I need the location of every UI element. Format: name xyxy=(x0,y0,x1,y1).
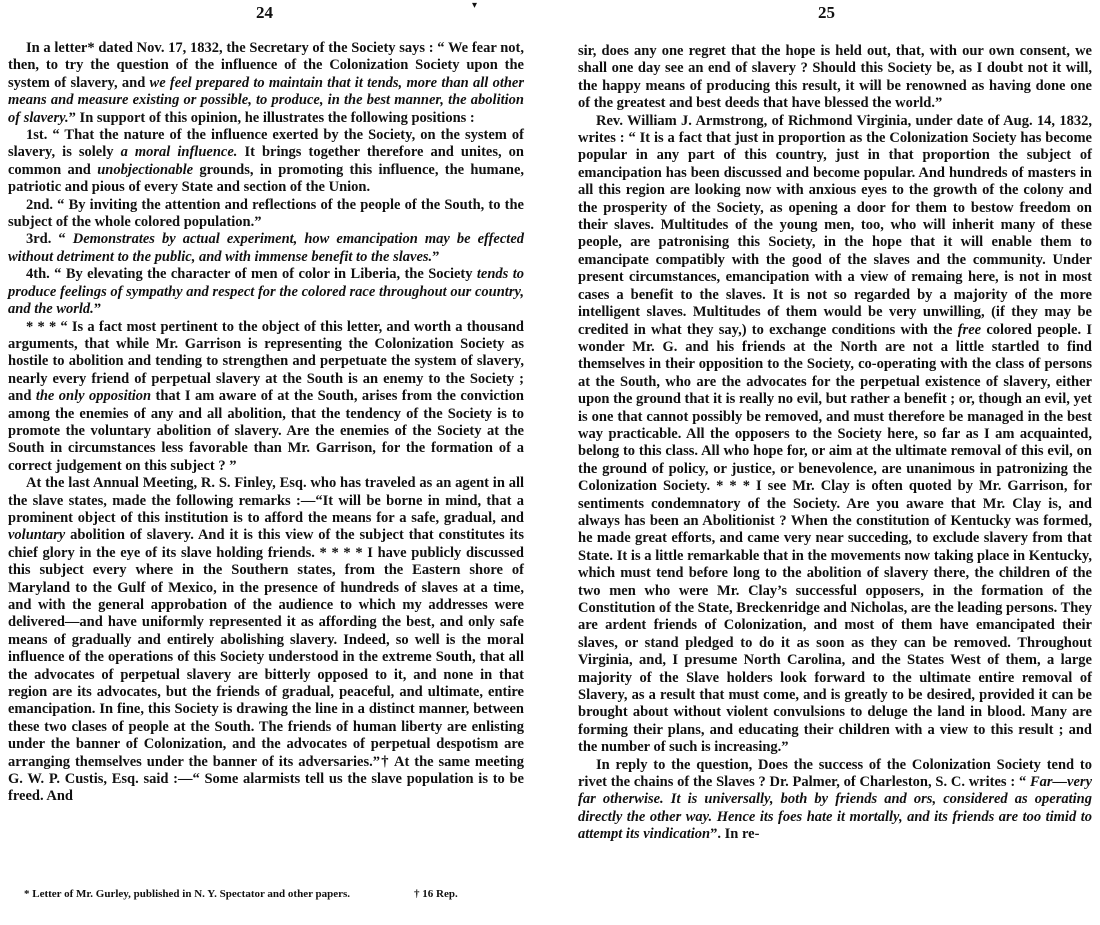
text-run: * * * “ Is a fact most pertinent to the object of this letter, and worth a thousand arguments, that while Mr. Garrison is representing the Colonization Society as hostile to abolition and tending to strengthen and perpetuate the system of slavery, nearly every friend of perpetual slavery at the South is an enemy to the Society ; and xyxy=(8,318,524,405)
footnote-dagger: † 16 Rep. xyxy=(414,888,458,900)
text-run: 4th. “ By elevating the character of men of color in Liberia, the Society xyxy=(26,266,477,283)
paragraph xyxy=(578,757,1092,844)
text-run: grounds, in promoting this influence, the humane, patriotic and pious of every State and section of the Union. xyxy=(8,161,524,196)
left-page-text xyxy=(8,40,524,806)
text-run: ” xyxy=(432,248,440,265)
italic-run: the only opposition xyxy=(35,388,152,405)
footnotes xyxy=(24,888,524,900)
text-run: ”. In re- xyxy=(710,826,760,843)
text-run: In a letter* dated Nov. 17, 1832, the Secretary of the Society says : “ We fear not, then, to try the question of the influence of the Colonization Society upon the system of slavery, and xyxy=(8,40,524,91)
footnote-star: * Letter of Mr. Gurley, published in N. Y. Spectator and other papers. xyxy=(24,888,351,900)
italic-run: voluntary xyxy=(8,527,66,544)
paragraph xyxy=(8,197,524,232)
paragraph xyxy=(8,319,524,476)
page-number-left: 24 xyxy=(256,3,273,22)
text-run: ” In support of this opinion, he illustrates the following positions : xyxy=(68,109,475,126)
page-number-right: 25 xyxy=(818,3,835,22)
paragraph xyxy=(8,40,524,127)
italic-run: tends to produce feelings of sympathy and respect for the colored race throughout our country, and the world. xyxy=(8,266,525,318)
italic-run: a moral influence. xyxy=(120,144,238,161)
right-page-text xyxy=(578,43,1092,844)
italic-run: we feel prepared to maintain that it tends, more than all other means and measure existing or possible, to produce, in the best manner, the abolition of slavery. xyxy=(8,74,524,126)
text-run: sir, does any one regret that the hope is held out, that, with our own consent, we shall one day see an end of slavery ? Should this Society be, as I doubt not it will, the happy means of producing this result, it will be renowned as having done one of the greatest and best deeds that have blessed the world.” xyxy=(578,43,1092,112)
paragraph xyxy=(8,127,524,197)
text-run: In reply to the question, Does the success of the Colonization Society tend to rivet the chains of the Slaves ? Dr. Palmer, of Charleston, S. C. writes : “ xyxy=(578,756,1092,791)
text-run: colored people. I wonder Mr. G. and his friends at the North are not a little startled to find themselves in their opposition to the Society, co-operating with the class of persons at the South, who are the advocates for the perpetual existence of slavery, either upon the ground that it is really no evil, but rather a benefit ; or, though an evil, yet is one that cannot possibly be removed, and must therefore be managed in the best way practicable. All the opposers to the Society here, so far as I am acquainted, belong to this class. All who hope for, or aim at the ultimate removal of this evil, on the ground of policy, or justice, or benevolence, are unanimous in patronizing the Colonization Society. * * * I see Mr. Clay is often quoted by Mr. Garrison, for sentiments condemnatory of the Society. Are you aware that Mr. Clay is, and always has been an Abolitionist ? When the constitution of Kentucky was formed, he made great efforts, and came very near succeding, to exclude slavery from that State. It is a little remarkable that in the movements now taking place in Kentucky, which must tend before long to the abolition of slavery there, the children of the two men who were Mr. Clay’s successful opposers, in the formation of the Constitution of the State, Breckenridge and Nicholas, are the leading persons. They are ardent friends of Colonization, and most of them have emancipated their slaves, or stand pledged to do it as soon as they can be removed. Throughout Virginia, and, I presume North Carolina, and the States West of them, a large majority of the Slave holders look forward to the ultimate entire removal of Slavery, as a result that must come, and is greatly to be desired, provided it can be brought about without violent convulsions to deluge the land in blood. Many are forming their plans, and educating their children with a view to this result ; and the number of such is increasing.” xyxy=(578,321,1093,756)
paragraph xyxy=(578,113,1092,757)
text-run: abolition of slavery. And it is this view of the subject that constitutes its chief glory in the eye of its slave holding friends. * * * * I have publicly discussed this subject every where in the Southern states, from the Eastern shore of Maryland to the Gulf of Mexico, in the presence of hundreds of slaves at a time, and with the general approbation of the audience to which my addresses were delivered—and have uniformly represented it as affording the best, and only safe means of gradually and entirely abolishing slavery. Indeed, so well is the moral influence of the operations of this Society understood in the extreme South, that all the advocates of perpetual slavery are bitterly opposed to it, and none in that region are its advocates, but the friends of gradual, peaceful, and ultimate, entire emancipation. In fine, this Society is drawing the line in a distinct manner, between these two clases of people at the South. The friends of human liberty are enlisting under the banner of Colonization, and the advocates of perpetual despotism are arranging themselves under the banner of its adversaries.”† At the same meeting G. W. P. Custis, Esq. said :—“ Some alarmists tell us the slave population is to be freed. And xyxy=(8,527,524,805)
italic-run: unobjectionable xyxy=(97,161,194,178)
paragraph xyxy=(8,231,524,266)
paragraph xyxy=(578,43,1092,113)
italic-run: Far—very far otherwise. It is universally, both by friends and ors, considered as operating directly the other way. Hence its foes hate it mortally, and its friends are too timid to attempt its vindication xyxy=(578,774,1092,843)
text-run: 3rd. “ xyxy=(26,231,73,248)
text-run: that I am aware of at the South, arises from the conviction among the enemies of any and all abolition, that the tendency of the Society is to promote the voluntary abolition of slavery. Are the enemies of the Society at the South in circumstances less favorable than Mr. Garrison, for the formation of a correct judgement on this subject ? ” xyxy=(8,388,524,474)
ink-speck: ▾ xyxy=(472,0,478,11)
paragraph xyxy=(8,475,524,806)
italic-run: free xyxy=(957,321,982,338)
text-run: At the last Annual Meeting, R. S. Finley, Esq. who has traveled as an agent in all the slave states, made the following remarks :—“It will be borne in mind, that a prominent object of this institution is to afford the means for a safe, gradual, and xyxy=(8,475,524,526)
text-run: It brings together therefore and unites, on common and xyxy=(8,144,524,178)
left-page xyxy=(0,0,548,925)
text-run: 1st. “ That the nature of the influence exerted by the Society, on the system of slavery, is solely xyxy=(8,127,524,161)
text-run: ” xyxy=(93,301,102,318)
italic-run: Demonstrates by actual experiment, how emancipation may be effected without detriment to the public, and with immense benefit to the slaves. xyxy=(8,231,525,265)
paragraph xyxy=(8,266,524,318)
right-page xyxy=(550,0,1100,925)
text-run: 2nd. “ By inviting the attention and reflections of the people of the South, to the subject of the whole colored population.” xyxy=(8,196,524,231)
text-run: Rev. William J. Armstrong, of Richmond Virginia, under date of Aug. 14, 1832, writes : “ It is a fact that just in proportion as the Colonization Society has become popular in any part of this country, just in that proportion the subject of emancipation has been discussed and become popular. And hundreds of masters in all this region are looking now with anxious eyes to the growth of the colony and the prosperity of the Society, as opening a door for them to bestow freedom on their slaves. Multitudes of the young men, too, who will inherit many of these people, are patronising this Society, in the hope that it will enable them to emancipate compatibly with the good of the slaves and the community. Under present circumstances, emancipation with a view of remaing here, is not in most cases a benefit to the slaves. It is not so regarded by a majority of the more intelligent slaves. Multitudes of them would be very unwilling, (if they may be credited in what they say,) to exchange conditions with the xyxy=(578,112,1092,338)
